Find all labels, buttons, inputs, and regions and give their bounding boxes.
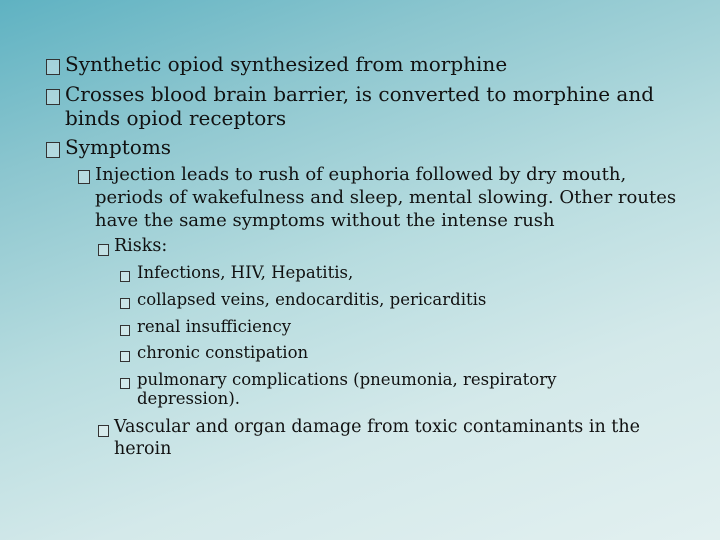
square-bullet-icon <box>78 163 95 190</box>
square-bullet-icon <box>98 235 114 262</box>
bullet-text: Vascular and organ damage from toxic contaminants in the heroin <box>114 417 640 459</box>
square-bullet-icon <box>120 343 137 366</box>
square-bullet-icon <box>120 317 137 340</box>
bullet-text: pulmonary complications (pneumonia, respiratory depression). <box>137 370 557 408</box>
bullet-item <box>78 163 698 232</box>
bullet-text: Injection leads to rush of euphoria followed by dry mouth, periods of wakefulness and sleep, mental slowing. Other routes have the same symptoms without the intense rush <box>95 164 677 231</box>
bullet-text: Infections, HIV, Hepatitis, <box>137 263 354 282</box>
square-bullet-icon <box>46 82 65 110</box>
bullet-text: collapsed veins, endocarditis, pericarditis <box>137 290 487 309</box>
bullet-item <box>120 263 660 286</box>
bullet-item <box>46 82 696 130</box>
bullet-item <box>120 343 660 366</box>
square-bullet-icon <box>120 370 137 393</box>
bullet-text: renal insufficiency <box>137 317 292 336</box>
bullet-text: Synthetic opiod synthesized from morphine <box>65 52 508 76</box>
bullet-item <box>46 52 696 80</box>
bullet-item <box>120 290 660 313</box>
square-bullet-icon <box>120 263 137 286</box>
bullet-text: Risks: <box>114 236 168 256</box>
bullet-item <box>98 235 678 262</box>
square-bullet-icon <box>120 290 137 313</box>
bullet-text: chronic constipation <box>137 343 309 362</box>
bullet-item <box>46 135 696 163</box>
square-bullet-icon <box>46 135 65 163</box>
square-bullet-icon <box>46 52 65 80</box>
bullet-item <box>120 317 660 340</box>
bullet-item <box>120 370 660 408</box>
square-bullet-icon <box>98 416 114 443</box>
bullet-item <box>98 416 678 460</box>
bullet-text: Symptoms <box>65 135 172 159</box>
bullet-text: Crosses blood brain barrier, is converted to morphine and binds opiod receptors <box>65 82 655 130</box>
